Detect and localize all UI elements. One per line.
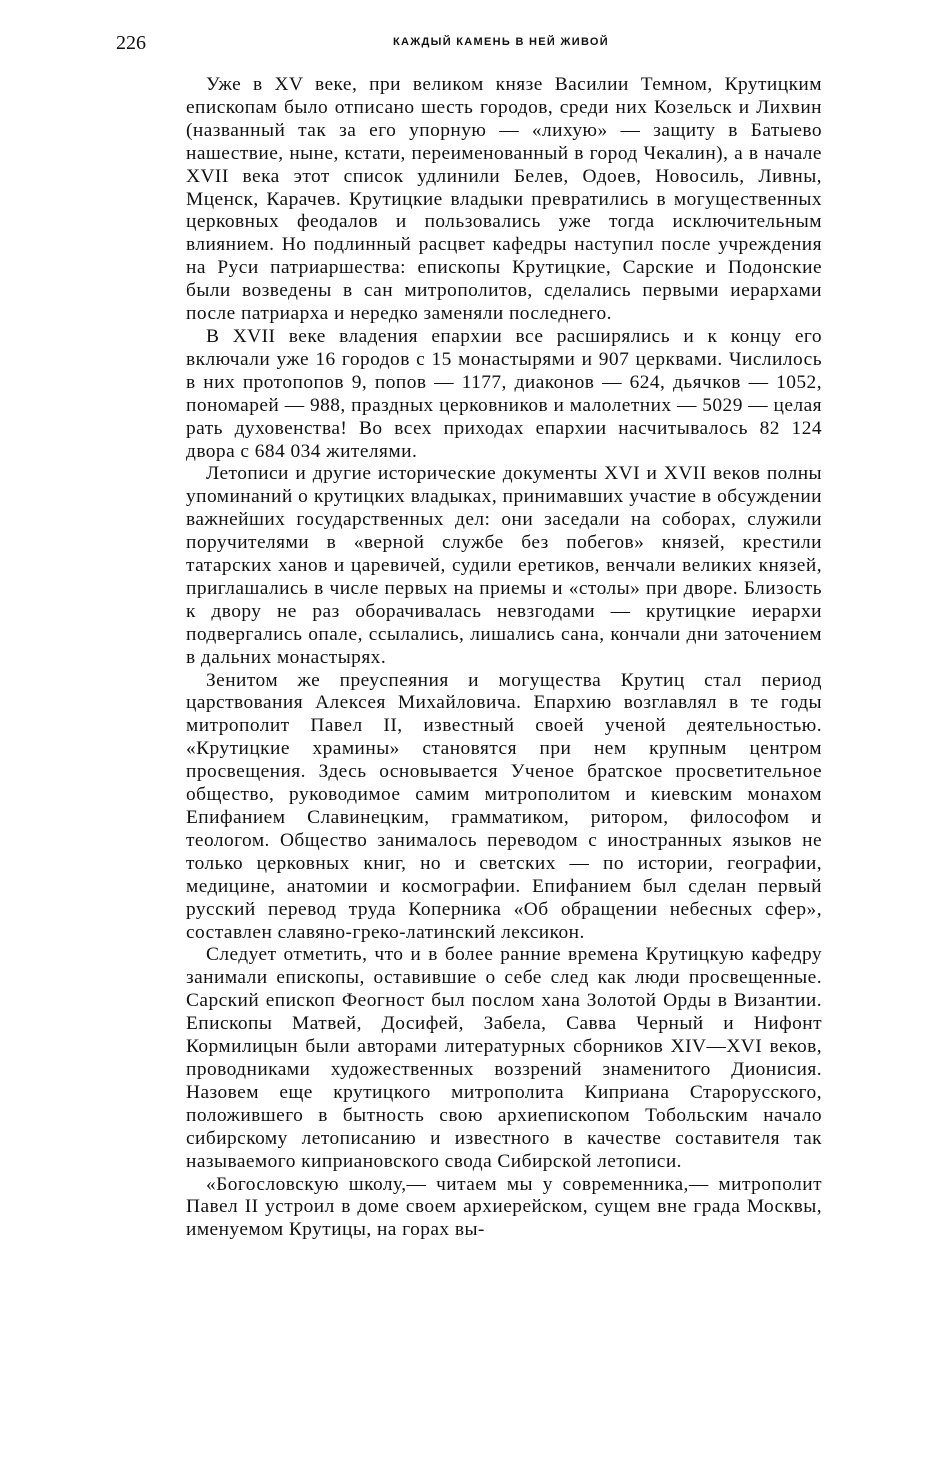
body-text (186, 74, 822, 1242)
running-title: КАЖДЫЙ КАМЕНЬ В НЕЙ ЖИВОЙ (393, 36, 609, 48)
paragraph: Зенитом же преуспеяния и могущества Крутиц стал период царствования Алексея Михайловича. Епархию возглавлял в те годы митрополит Павел II, известный своей ученой деятельностью. «Крутицкие храмины» становятся при нем крупным центром просвещения. Здесь основывается Ученое братское просветительное общество, руководимое самим митрополитом и киевским монахом Епифанием Славинецким, грамматиком, ритором, философом и теологом. Общество занималось переводом с иностранных языков не только церковных книг, но и светских — по истории, географии, медицине, анатомии и космографии. Епифанием был сделан первый русский перевод труда Коперника «Об обращении небесных сфер», составлен славяно-греко-латинский лексикон. (186, 669, 822, 943)
page-number: 226 (116, 32, 146, 54)
paragraph: Уже в XV веке, при великом князе Василии Темном, Крутицким епископам было отписано шесть городов, среди них Козельск и Лихвин (названный так за его упорную — «лихую» — защиту в Батыево нашествие, ныне, кстати, переименованный в город Чекалин), а в начале XVII века этот список удлинили Белев, Одоев, Новосиль, Ливны, Мценск, Карачев. Крутицкие владыки превратились в могущественных церковных феодалов и пользовались уже тогда исключительным влиянием. Но подлинный расцвет кафедры наступил после учреждения на Руси патриаршества: епископы Крутицкие, Сарские и Подонские были возведены в сан митрополитов, сделались первыми иерархами после патриарха и нередко заменяли последнего. (186, 74, 822, 325)
paragraph: «Богословскую школу,— читаем мы у современника,— митрополит Павел II устроил в доме своем архиерейском, сущем вне града Москвы, именуемом Крутицы, на горах вы- (186, 1173, 822, 1241)
paragraph: Следует отметить, что и в более ранние времена Крутицкую кафедру занимали епископы, оставившие о себе след как люди просвещенные. Сарский епископ Феогност был послом хана Золотой Орды в Византии. Епископы Матвей, Досифей, Забела, Савва Черный и Нифонт Кормилицын были авторами литературных сборников XIV—XVI веков, проводниками художественных воззрений знаменитого Дионисия. Назовем еще крутицкого митрополита Киприана Старорусского, положившего в бытность свою архиепископом Тобольским начало сибирскому летописанию и известного в качестве составителя так называемого киприановского свода Сибирской летописи. (186, 944, 822, 1172)
paragraph: Летописи и другие исторические документы XVI и XVII веков полны упоминаний о крутицких владыках, принимавших участие в обсуждении важнейших государственных дел: они заседали на соборах, служили поручителями в «верной службе без побегов» князей, крестили татарских ханов и царевичей, судили еретиков, венчали великих князей, приглашались в числе первых на приемы и «столы» при дворе. Близость к двору не раз оборачивалась невзгодами — крутицкие иерархи подвергались опале, ссылались, лишались сана, кончали дни заточением в дальних монастырях. (186, 463, 822, 668)
paragraph: В XVII веке владения епархии все расширялись и к концу его включали уже 16 городов с 15 монастырями и 907 церквами. Числилось в них протопопов 9, попов — 1177, диаконов — 624, дьячков — 1052, пономарей — 988, праздных церковников и малолетних — 5029 — целая рать духовенства! Во всех приходах епархии насчитывалось 82 124 двора с 684 034 жителями. (186, 325, 822, 462)
